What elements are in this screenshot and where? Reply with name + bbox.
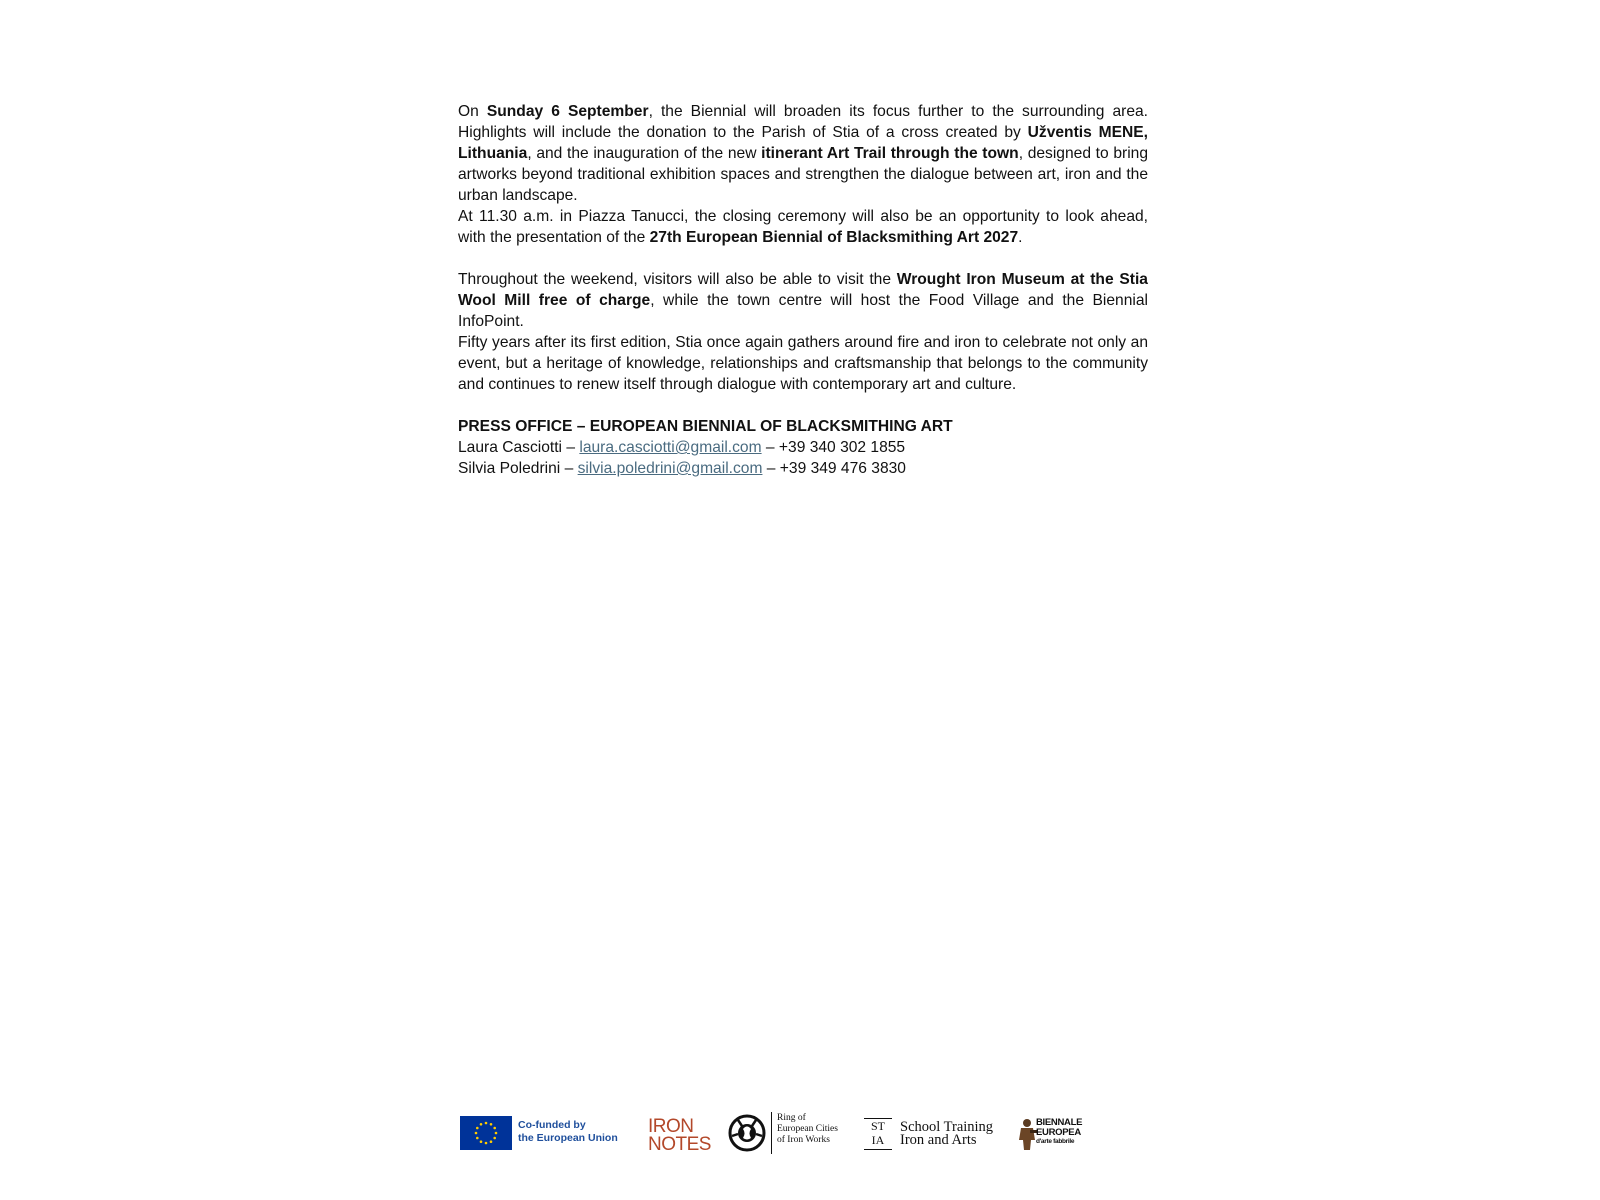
paragraph-fifty-years bbox=[458, 332, 1148, 395]
ring-logo-text bbox=[777, 1113, 838, 1146]
text: On bbox=[458, 103, 487, 120]
paragraph-museum bbox=[458, 269, 1148, 332]
bold-artist: Užventis MENE, Lithuania bbox=[458, 124, 1148, 162]
eu-logo-text bbox=[518, 1119, 618, 1145]
stia-line-2: Iron and Arts bbox=[900, 1132, 977, 1148]
stia-mark bbox=[864, 1118, 892, 1150]
stia-box-bottom: IA bbox=[871, 1133, 885, 1147]
eu-line-1: Co-funded by bbox=[518, 1119, 586, 1131]
bold-art-trail: itinerant Art Trail through the town bbox=[761, 145, 1019, 162]
ring-line-3: of Iron Works bbox=[777, 1135, 830, 1145]
text: , the Biennial will broaden its focus further to the surrounding area. Highlights will include the donation to the Parish of Stia of a cross created by bbox=[458, 103, 1149, 141]
biennale-europea-logo bbox=[1018, 1108, 1088, 1154]
text: , designed to bring artworks beyond traditional exhibition spaces and strengthen the dialogue between art, iron and the urban landscape. bbox=[458, 145, 1149, 204]
contact-name: Silvia Poledrini – bbox=[458, 460, 578, 477]
iron-notes-line-2: NOTES bbox=[648, 1134, 711, 1155]
ring-of-european-cities-logo bbox=[726, 1108, 846, 1154]
text: Fifty years after its first edition, Stia once again gathers around fire and iron to celebrate not only an event, but a heritage of knowledge, relationships and craftsmanship that belongs to the community and continues to renew itself through dialogue with contemporary art and culture. bbox=[458, 334, 1148, 393]
text: , and the inauguration of the new bbox=[527, 145, 762, 162]
footer-logos bbox=[458, 1108, 1098, 1154]
eu-flag-icon bbox=[460, 1116, 512, 1150]
biennale-logo-text bbox=[1036, 1118, 1082, 1146]
iron-notes-logo bbox=[648, 1108, 711, 1155]
eu-line-2: the European Union bbox=[518, 1132, 618, 1144]
stia-school-logo bbox=[862, 1108, 1002, 1154]
spacer bbox=[458, 395, 1148, 416]
press-contact-silvia bbox=[458, 458, 1148, 479]
blacksmith-figure-icon bbox=[1018, 1118, 1038, 1152]
biennale-line-3: d'arte fabbrile bbox=[1036, 1138, 1075, 1145]
text: . bbox=[1018, 229, 1023, 246]
email-link-laura[interactable]: laura.casciotti@gmail.com bbox=[579, 439, 762, 456]
press-release-body bbox=[458, 101, 1148, 479]
bold-date: Sunday 6 September bbox=[486, 103, 649, 120]
biennale-line-2: EUROPEA bbox=[1036, 1127, 1081, 1138]
ring-line-1: Ring of bbox=[777, 1113, 806, 1123]
paragraph-closing-ceremony bbox=[458, 206, 1148, 248]
eu-cofunded-logo bbox=[460, 1108, 632, 1154]
stia-box-top: ST bbox=[870, 1119, 885, 1133]
bold-museum: Wrought Iron Museum at the Stia Wool Mill free of charge bbox=[458, 271, 1148, 309]
text: At 11.30 a.m. in Piazza Tanucci, the closing ceremony will also be an opportunity to look ahead, with the presentation of the bbox=[458, 208, 1148, 246]
press-contact-laura bbox=[458, 437, 1148, 458]
biennale-line-1: BIENNALE bbox=[1036, 1117, 1083, 1128]
stia-line-1: School Training bbox=[900, 1119, 994, 1135]
email-link-silvia[interactable]: silvia.poledrini@gmail.com bbox=[577, 460, 763, 477]
paragraph-sunday-events bbox=[458, 101, 1148, 206]
text: , while the town centre will host the Food Village and the Biennial InfoPoint. bbox=[458, 292, 1148, 330]
spacer bbox=[458, 248, 1148, 269]
iron-notes-line-1: IRON bbox=[648, 1116, 694, 1137]
stia-logo-text bbox=[900, 1121, 993, 1147]
text: Throughout the weekend, visitors will also be able to visit the bbox=[458, 271, 897, 288]
ring-line-2: European Cities bbox=[777, 1124, 838, 1134]
divider bbox=[771, 1112, 772, 1154]
contact-name: Laura Casciotti – bbox=[458, 439, 580, 456]
contact-phone: – +39 340 302 1855 bbox=[761, 439, 906, 456]
ring-emblem-icon bbox=[726, 1112, 768, 1154]
press-office-heading: PRESS OFFICE – EUROPEAN BIENNIAL OF BLACKSMITHING ART bbox=[458, 418, 953, 435]
bold-next-biennial: 27th European Biennial of Blacksmithing Art 2027 bbox=[649, 229, 1019, 246]
contact-phone: – +39 349 476 3830 bbox=[762, 460, 906, 477]
